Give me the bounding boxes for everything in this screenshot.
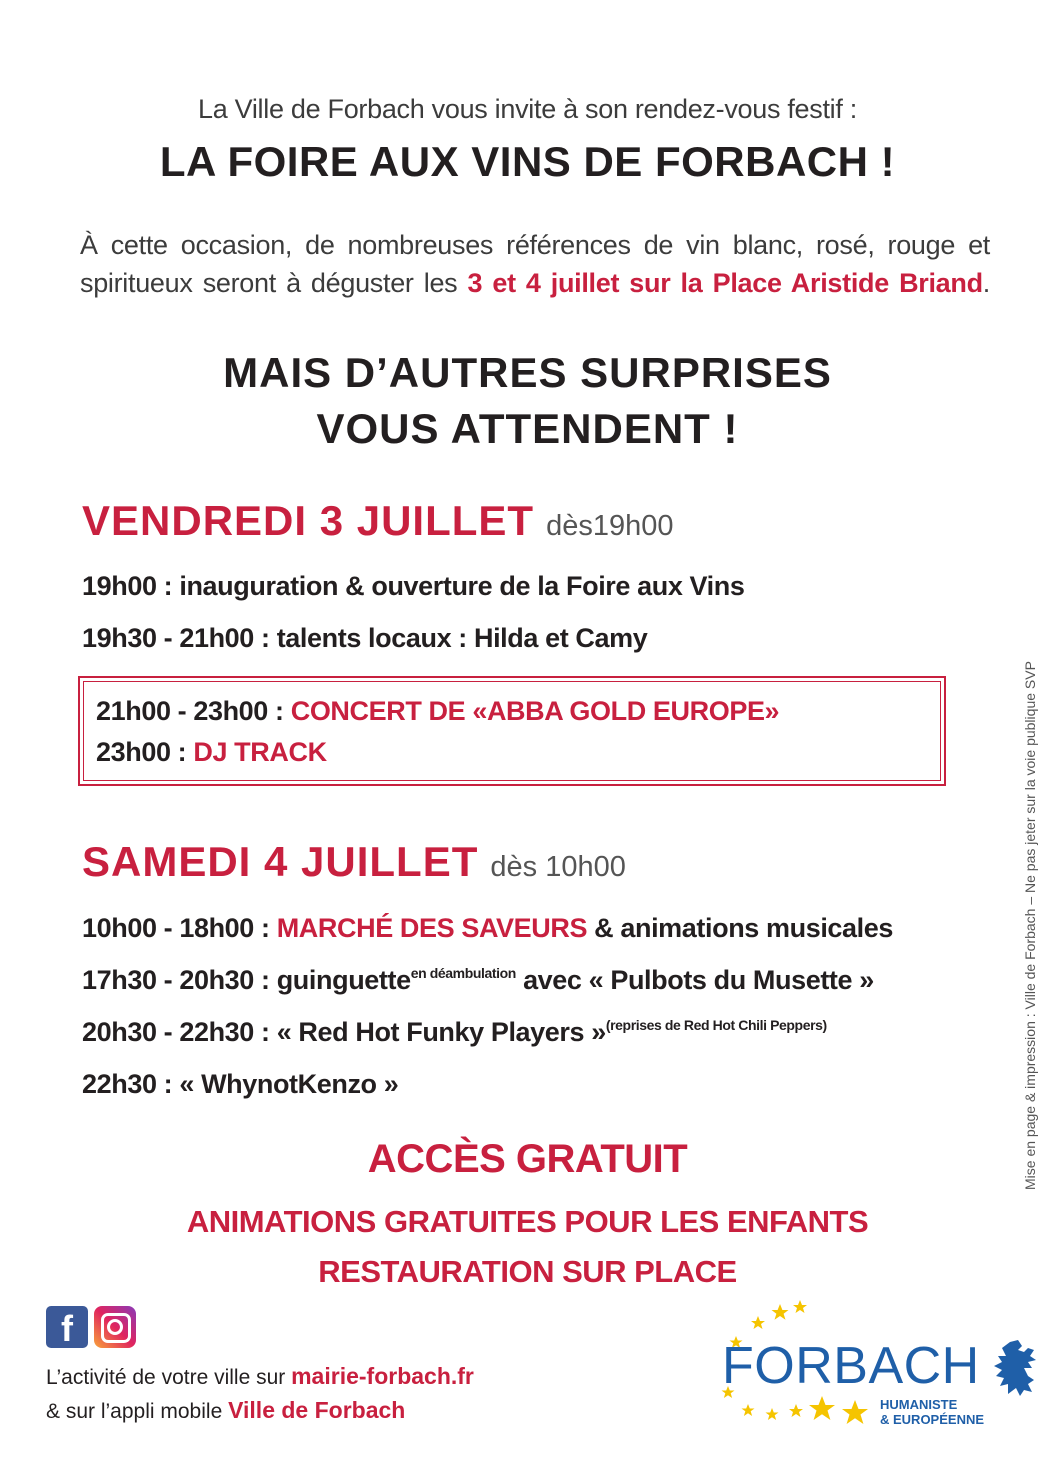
schedule-text: talents locaux : Hilda et Camy bbox=[276, 623, 648, 653]
schedule-text: « Red Hot Funky Players » bbox=[276, 1017, 606, 1047]
website-text: L’activité de votre ville sur bbox=[46, 1366, 292, 1389]
surprises-line-1: MAIS D’AUTRES SURPRISES bbox=[223, 349, 832, 396]
event-title: LA FOIRE AUX VINS DE FORBACH ! bbox=[159, 138, 896, 185]
forbach-logo-tagline bbox=[880, 1397, 984, 1427]
saturday-heading bbox=[82, 838, 626, 886]
schedule-time: 22h30 : bbox=[82, 1069, 173, 1099]
instagram-lens-shape bbox=[107, 1319, 123, 1335]
schedule-item bbox=[82, 965, 874, 996]
schedule-time: 17h30 - 20h30 : bbox=[82, 965, 270, 995]
schedule-item bbox=[82, 1017, 827, 1048]
free-access-heading: ACCÈS GRATUIT bbox=[367, 1137, 688, 1181]
schedule-highlight: CONCERT DE «ABBA GOLD EUROPE» bbox=[290, 696, 780, 726]
schedule-note: (reprises de Red Hot Chili Peppers) bbox=[605, 1017, 827, 1033]
schedule-text: avec « Pulbots du Musette » bbox=[523, 965, 874, 995]
schedule-item bbox=[82, 623, 647, 654]
schedule-item-boxed bbox=[96, 737, 327, 768]
website-line bbox=[46, 1363, 474, 1390]
website-link[interactable]: mairie-forbach.fr bbox=[291, 1363, 474, 1389]
surprises-heading bbox=[0, 345, 1055, 457]
saturday-start-time: dès 10h00 bbox=[490, 851, 626, 883]
schedule-time: 19h00 : bbox=[82, 571, 173, 601]
schedule-highlight: DJ TRACK bbox=[193, 737, 327, 767]
description-highlight: 3 et 4 juillet sur la Place Aristide Briand bbox=[467, 268, 983, 298]
friday-title: VENDREDI 3 JUILLET bbox=[82, 497, 535, 544]
lion-icon bbox=[988, 1338, 1040, 1400]
schedule-time: 23h00 : bbox=[96, 737, 187, 767]
schedule-time: 19h30 - 21h00 : bbox=[82, 623, 270, 653]
intro-text: La Ville de Forbach vous invite à son rendez-vous festif : bbox=[198, 94, 857, 124]
facebook-icon[interactable]: f bbox=[46, 1306, 88, 1348]
schedule-highlight: MARCHÉ DES SAVEURS bbox=[276, 913, 588, 943]
friday-heading bbox=[82, 497, 673, 545]
schedule-item-boxed bbox=[96, 696, 779, 727]
schedule-item bbox=[82, 913, 893, 944]
saturday-title: SAMEDI 4 JUILLET bbox=[82, 838, 479, 885]
description-text: À cette occasion, de nombreuses références de vin blanc, rosé, rouge et spiritueux seront à déguster les bbox=[80, 230, 990, 298]
friday-start-time: dès19h00 bbox=[546, 510, 674, 542]
schedule-time: 20h30 - 22h30 : bbox=[82, 1017, 270, 1047]
logo-tagline-1: HUMANISTE bbox=[880, 1397, 958, 1412]
kids-activities: ANIMATIONS GRATUITES POUR LES ENFANTS bbox=[186, 1204, 869, 1239]
schedule-text: guinguette bbox=[276, 965, 411, 995]
forbach-logo-name: FORBACH bbox=[722, 1337, 980, 1395]
schedule-time: 21h00 - 23h00 : bbox=[96, 696, 284, 726]
social-icons bbox=[46, 1306, 136, 1348]
schedule-time: 10h00 - 18h00 : bbox=[82, 913, 270, 943]
schedule-text: & animations musicales bbox=[594, 913, 893, 943]
event-description bbox=[80, 226, 990, 302]
schedule-text: « WhynotKenzo » bbox=[179, 1069, 399, 1099]
logo-tagline-2: & EUROPÉENNE bbox=[880, 1412, 985, 1427]
highlight-box bbox=[78, 676, 946, 786]
app-line bbox=[46, 1397, 405, 1424]
schedule-note: en déambulation bbox=[410, 965, 516, 981]
surprises-line-2: VOUS ATTENDENT ! bbox=[316, 405, 739, 452]
catering-notice: RESTAURATION SUR PLACE bbox=[318, 1254, 737, 1289]
schedule-text: inauguration & ouverture de la Foire aux Vins bbox=[179, 571, 745, 601]
print-notice: Mise en page & impression : Ville de Forbach – Ne pas jeter sur la voie publique SVP bbox=[1022, 661, 1038, 1190]
schedule-item bbox=[82, 571, 744, 602]
description-end: . bbox=[982, 268, 990, 298]
app-link[interactable]: Ville de Forbach bbox=[228, 1397, 406, 1423]
schedule-item bbox=[82, 1069, 398, 1100]
instagram-icon[interactable] bbox=[94, 1306, 136, 1348]
app-text: & sur l’appli mobile bbox=[46, 1400, 229, 1423]
